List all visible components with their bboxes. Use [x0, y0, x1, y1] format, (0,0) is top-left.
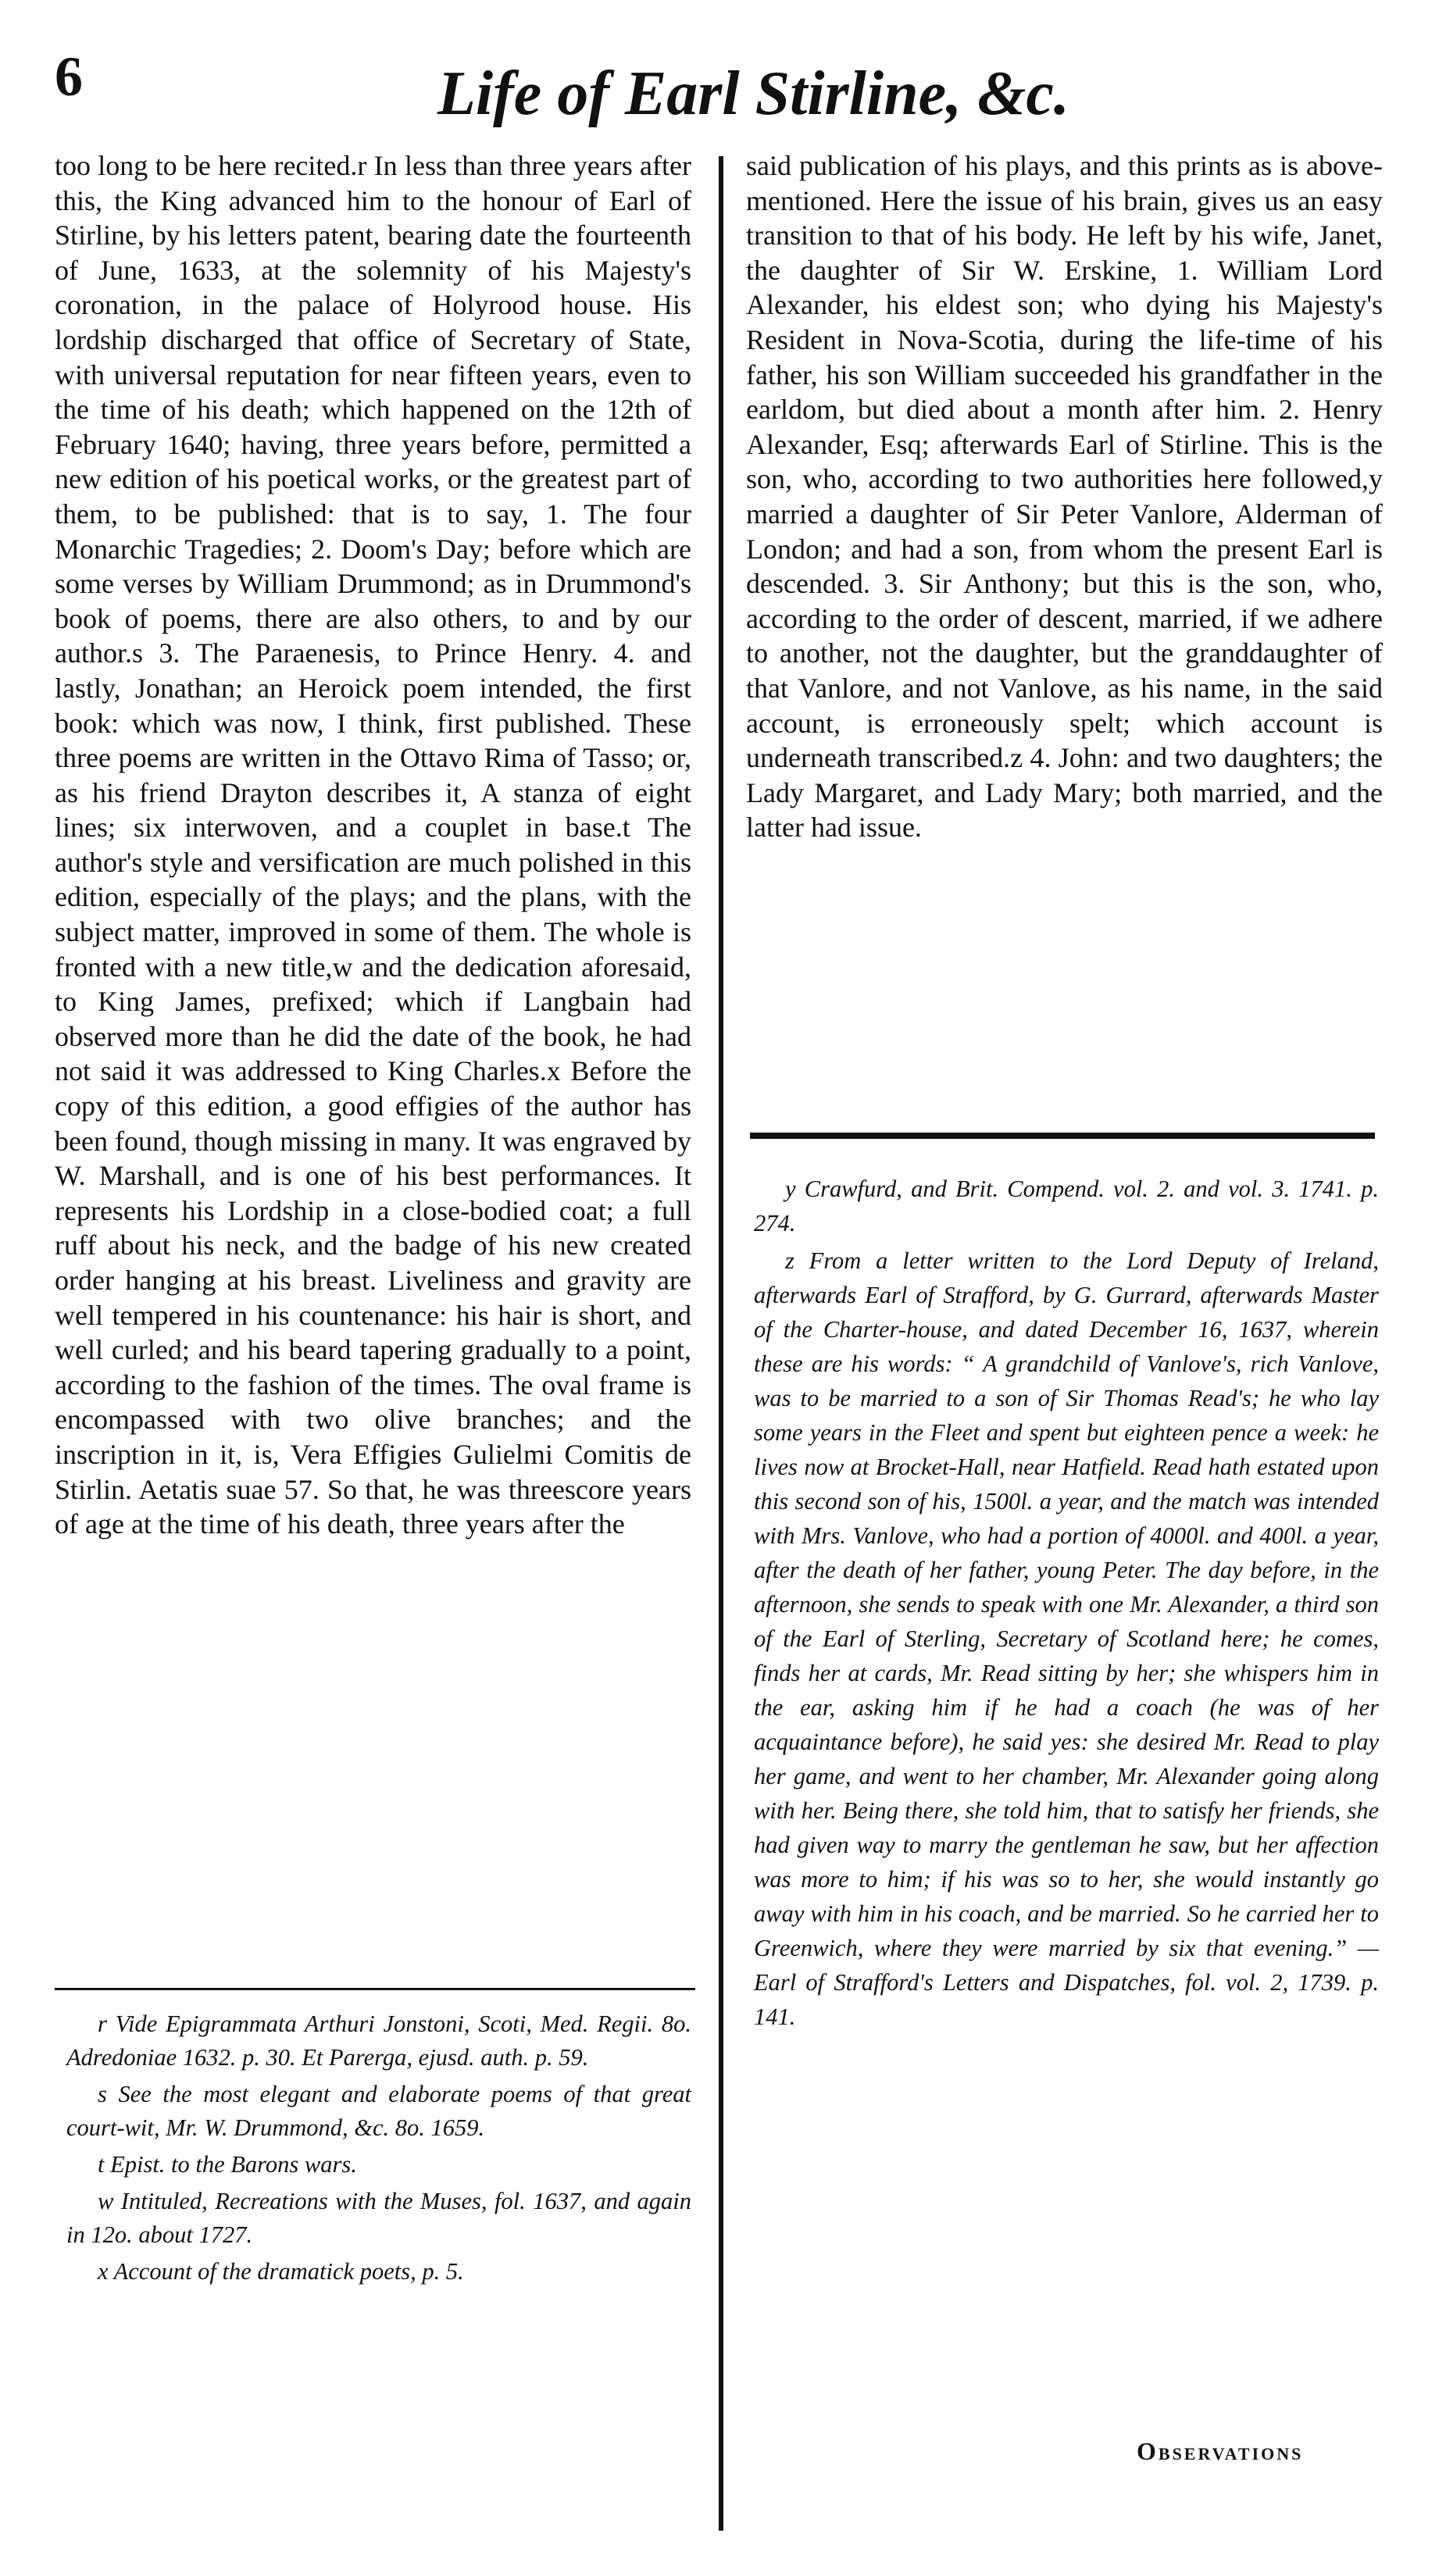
running-head: Life of Earl Stirline, &c.	[437, 59, 1069, 128]
page-number: 6	[55, 45, 83, 108]
footnote-rule-left	[55, 1988, 695, 1990]
left-column	[55, 148, 691, 1542]
right-column-text: said publication of his plays, and this prints as is above-mentioned. Here the issue of his brain, gives us an easy transition to that of his body. He left by his wife, Janet, the daughter of Sir W. Erskine, 1. William Lord Alexander, his eldest son; who dying his Majesty's Resident in Nova-Scotia, during the life-time of his father, his son William succeeded his grandfather in the earldom, but died about a month after him. 2. Henry Alexander, Esq; afterwards Earl of Stirline. This is the son, who, according to two authorities here followed,y married a daughter of Sir Peter Vanlore, Alderman of London; and had a son, from whom the present Earl is descended. 3. Sir Anthony; but this is the son, who, according to the order of descent, married, if we adhere to another, not the daughter, but the granddaughter of that Vanlore, and not Vanlove, as his name, in the said account, is erroneously spelt; which account is underneath transcribed.z 4. John: and two daughters; the Lady Margaret, and Lady Mary; both married, and the latter had issue.	[746, 150, 1383, 844]
column-divider	[719, 156, 723, 2531]
catchword: Observations	[1137, 2437, 1304, 2465]
footnote-t: t Epist. to the Barons wars.	[98, 2151, 357, 2178]
footnote-x: x Account of the dramatick poets, p. 5.	[98, 2258, 464, 2285]
right-column	[746, 148, 1383, 845]
footnote-z: z From a letter written to the Lord Deputy of Ireland, afterwards Earl of Strafford, by G. Gurrard, afterwards Master of the Charter-house, and dated December 16, 1637, wherein these are his words: “ A grandchild of Vanlove's, rich Vanlove, was to be married to a son of Sir Thomas Read's; he who lay some years in the Fleet and spent but eighteen pence a week: he lives now at Brocket-Hall, near Hatfield. Read hath estated upon this second son of his, 1500l. a year, and the match was intended with Mrs. Vanlove, who had a portion of 4000l. and 400l. a year, after the death of her father, young Peter. The day before, in the afternoon, she sends to speak with one Mr. Alexander, a third son of the Earl of Sterling, Secretary of Scotland here; he comes, finds her at cards, Mr. Read sitting by her; she whispers him in the ear, asking him if he had a coach (he was of her acquaintance before), he said yes: she desired Mr. Read to play her game, and went to her chamber, Mr. Alexander going along with her. Being there, she told him, that to satisfy her friends, she had given way to marry the gentleman he saw, but her affection was more to him; if his was so to her, she would instantly go away with him in his coach, and be married. So he carried her to Greenwich, where they were married by six that evening.” — Earl of Strafford's Letters and Dispatches, fol. vol. 2, 1739. p. 141.	[754, 1247, 1379, 2030]
footnote-y: y Crawfurd, and Brit. Compend. vol. 2. and vol. 3. 1741. p. 274.	[754, 1176, 1379, 1236]
left-footnotes	[66, 2007, 691, 2292]
left-column-text: too long to be here recited.r In less than three years after this, the King advanced him to the honour of Earl of Stirline, by his letters patent, bearing date the fourteenth of June, 1633, at the solemnity of his Majesty's coronation, in the palace of Holyrood house. His lordship discharged that office of Secretary of State, with universal reputation for near fifteen years, even to the time of his death; which happened on the 12th of February 1640; having, three years before, permitted a new edition of his poetical works, or the greatest part of them, to be published: that is to say, 1. The four Monarchic Tragedies; 2. Doom's Day; before which are some verses by William Drummond; as in Drummond's book of poems, there are also others, to and by our author.s 3. The Paraenesis, to Prince Henry. 4. and lastly, Jonathan; an Heroick poem intended, the first book: which was now, I think, first published. These three poems are written in the Ottavo Rima of Tasso; or, as his friend Drayton describes it, A stanza of eight lines; six interwoven, and a couplet in base.t The author's style and versification are much polished in this edition, especially of the plays; and the plans, with the subject matter, improved in some of them. The whole is fronted with a new title,w and the dedication aforesaid, to King James, prefixed; which if Langbain had observed more than he did the date of the book, he had not said it was addressed to King Charles.x Before the copy of this edition, a good effigies of the author has been found, though missing in many. It was engraved by W. Marshall, and is one of his best performances. It represents his Lordship in a close-bodied coat; a full ruff about his neck, and the badge of his new created order hanging at his breast. Liveliness and gravity are well tempered in his countenance: his hair is short, and well curled; and his beard tapering gradually to a point, according to the fashion of the times. The oval frame is encompassed with two olive branches; and the inscription in it, is, Vera Effigies Gulielmi Comitis de Stirlin. Aetatis suae 57. So that, he was threescore years of age at the time of his death, three years after the	[55, 150, 691, 1540]
footnote-w: w Intituled, Recreations with the Muses, fol. 1637, and again in 12o. about 1727.	[66, 2188, 691, 2248]
footnote-s: s See the most elegant and elaborate poems of that great court-wit, Mr. W. Drummond, &c. 8o. 1659.	[66, 2081, 691, 2141]
footnote-r: r Vide Epigrammata Arthuri Jonstoni, Scoti, Med. Regii. 8o. Adredoniae 1632. p. 30. Et Parerga, ejusd. auth. p. 59.	[66, 2010, 691, 2071]
footnote-rule-right	[750, 1133, 1375, 1139]
right-footnotes	[754, 1172, 1379, 2037]
